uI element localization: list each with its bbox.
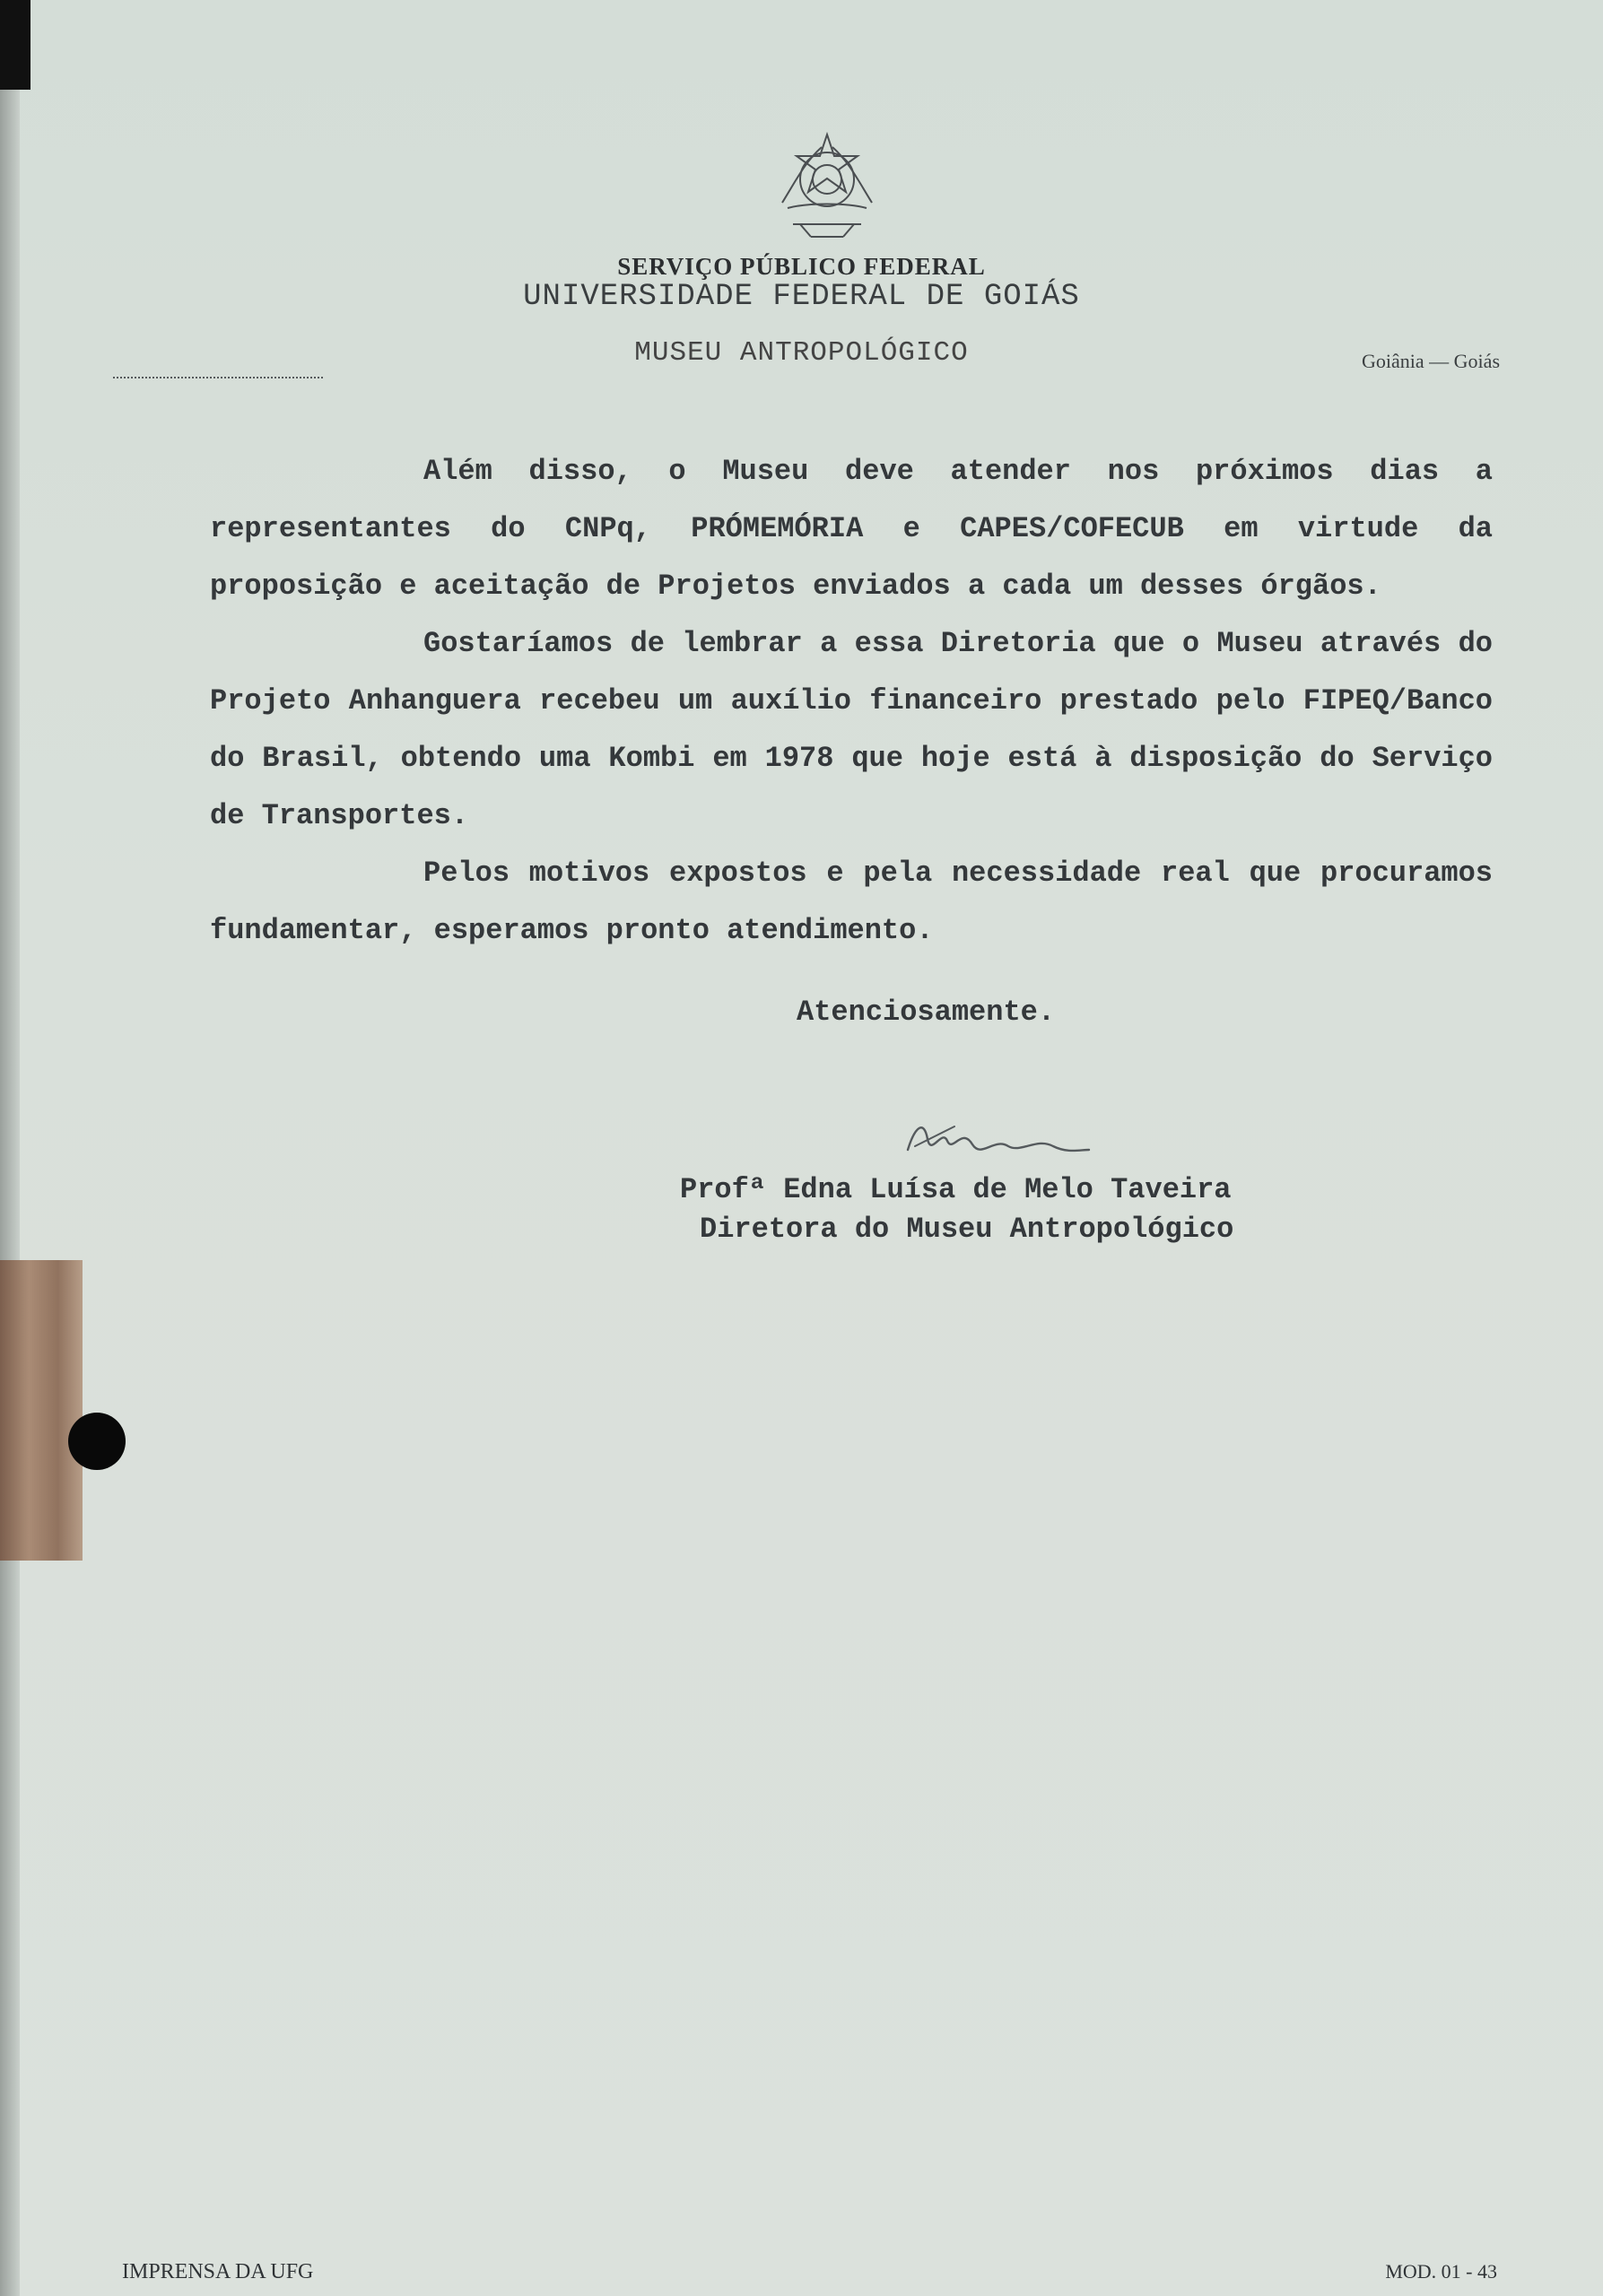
paragraph-1: Além disso, o Museu deve atender nos próximos dias a representantes do CNPq, PRÓMEMÓRIA e CAPES/COFECUB em virtude da proposição e aceitação de Projetos enviados a cada um desses órgãos. — [210, 455, 1493, 603]
letter-body — [210, 443, 1493, 960]
closing-salutation: Atenciosamente. — [797, 996, 1056, 1029]
binding-mark — [0, 0, 30, 90]
location-label: Goiânia — Goiás — [1362, 350, 1500, 372]
dotted-reference-line — [113, 377, 323, 378]
museum-title: MUSEU ANTROPOLÓGICO — [634, 337, 969, 369]
printer-credit: IMPRENSA DA UFG — [122, 2260, 314, 2283]
handwritten-signature — [897, 1110, 1094, 1168]
form-code: MOD. 01 - 43 — [1385, 2260, 1497, 2283]
federal-service-title: SERVIÇO PÚBLICO FEDERAL — [617, 253, 986, 280]
signatory-name: Profª Edna Luísa de Melo Taveira — [680, 1173, 1232, 1206]
university-title: UNIVERSIDADE FEDERAL DE GOIÁS — [523, 280, 1080, 314]
coat-of-arms-emblem — [770, 126, 884, 244]
signatory-title: Diretora do Museu Antropológico — [700, 1213, 1234, 1246]
paragraph-2: Gostaríamos de lembrar a essa Diretoria que o Museu através do Projeto Anhanguera recebeu um auxílio financeiro prestado pelo FIPEQ/Banco do Brasil, obtendo uma Kombi em 1978 que hoje está à disposição do Serviço de Transportes. — [210, 627, 1493, 832]
punch-hole — [68, 1413, 126, 1470]
paragraph-3: Pelos motivos expostos e pela necessidade real que procuramos fundamentar, esperamos pronto atendimento. — [210, 857, 1493, 947]
adhesive-tape — [0, 1260, 83, 1561]
